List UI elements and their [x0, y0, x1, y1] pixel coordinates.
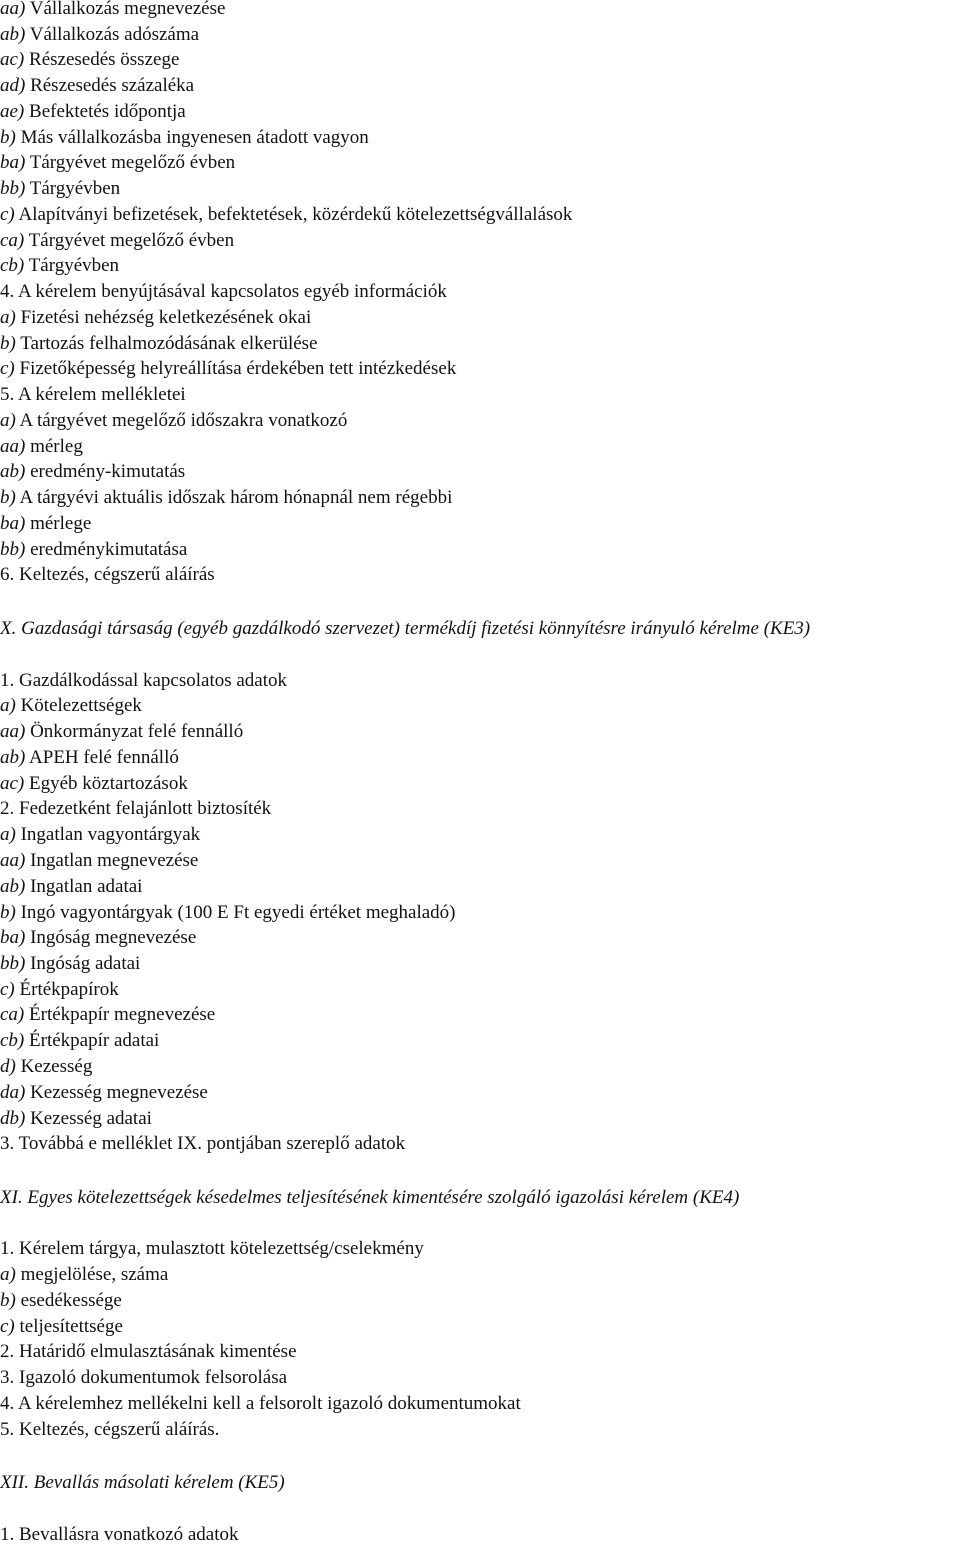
list-item: ba) mérlege [0, 513, 92, 534]
list-item: 1. Kérelem tárgya, mulasztott kötelezettség/cselekmény [0, 1238, 424, 1259]
list-item: ab) Ingatlan adatai [0, 876, 143, 897]
list-item: cb) Értékpapír adatai [0, 1030, 160, 1051]
list-item: ab) APEH felé fennálló [0, 747, 179, 768]
list-item: a) megjelölése, száma [0, 1264, 169, 1285]
list-item: c) Értékpapírok [0, 979, 119, 1000]
list-item: b) Tartozás felhalmozódásának elkerülése [0, 333, 318, 354]
section-xii-heading: XII. Bevallás másolati kérelem (KE5) [0, 1472, 285, 1493]
list-item: ad) Részesedés százaléka [0, 75, 195, 96]
list-item: 1. Gazdálkodással kapcsolatos adatok [0, 670, 288, 691]
list-item: ab) eredmény-kimutatás [0, 461, 186, 482]
list-item: ac) Egyéb köztartozások [0, 773, 188, 794]
list-item: bb) eredménykimutatása [0, 539, 188, 560]
list-item: ca) Tárgyévet megelőző évben [0, 230, 235, 251]
list-item: db) Kezesség adatai [0, 1108, 152, 1129]
list-item: bb) Tárgyévben [0, 178, 121, 199]
list-item: ca) Értékpapír megnevezése [0, 1004, 216, 1025]
list-item: aa) Ingatlan megnevezése [0, 850, 199, 871]
list-item: 5. A kérelem mellékletei [0, 384, 186, 405]
list-item: 3. Továbbá e melléklet IX. pontjában szereplő adatok [0, 1133, 406, 1154]
section-x-heading: X. Gazdasági társaság (egyéb gazdálkodó szervezet) termékdíj fizetési könnyítésre irányuló kérelme (KE3) [0, 618, 811, 639]
list-item: b) A tárgyévi aktuális időszak három hónapnál nem régebbi [0, 487, 453, 508]
list-item: 1. Bevallásra vonatkozó adatok [0, 1524, 239, 1545]
list-item: a) Kötelezettségek [0, 695, 142, 716]
list-item: b) Más vállalkozásba ingyenesen átadott vagyon [0, 127, 369, 148]
list-item: b) Ingó vagyontárgyak (100 E Ft egyedi értéket meghaladó) [0, 902, 456, 923]
list-item: da) Kezesség megnevezése [0, 1082, 208, 1103]
list-item: a) Ingatlan vagyontárgyak [0, 824, 201, 845]
list-item: 4. A kérelemhez mellékelni kell a felsorolt igazoló dokumentumokat [0, 1393, 521, 1414]
list-item: 2. Határidő elmulasztásának kimentése [0, 1341, 297, 1362]
list-item: 5. Keltezés, cégszerű aláírás. [0, 1419, 220, 1440]
list-item: ae) Befektetés időpontja [0, 101, 186, 122]
list-item: aa) mérleg [0, 436, 83, 457]
list-item: aa) Vállalkozás megnevezése [0, 0, 226, 19]
list-item: cb) Tárgyévben [0, 255, 120, 276]
list-item: aa) Önkormányzat felé fennálló [0, 721, 244, 742]
list-item: b) esedékessége [0, 1290, 122, 1311]
list-item: 2. Fedezetként felajánlott biztosíték [0, 798, 272, 819]
list-item: c) Alapítványi befizetések, befektetések, közérdekű kötelezettségvállalások [0, 204, 573, 225]
list-item: c) Fizetőképesség helyreállítása érdekében tett intézkedések [0, 358, 457, 379]
list-item: ba) Ingóság megnevezése [0, 927, 197, 948]
list-item: bb) Ingóság adatai [0, 953, 141, 974]
list-item: a) Fizetési nehézség keletkezésének okai [0, 307, 312, 328]
list-item: a) A tárgyévet megelőző időszakra vonatkozó [0, 410, 348, 431]
list-item: 3. Igazoló dokumentumok felsorolása [0, 1367, 288, 1388]
list-item: ac) Részesedés összege [0, 49, 180, 70]
section-xi-heading: XI. Egyes kötelezettségek késedelmes teljesítésének kimentésére szolgáló igazolási kérelem (KE4) [0, 1187, 740, 1208]
list-item: c) teljesítettsége [0, 1316, 123, 1337]
list-item: 4. A kérelem benyújtásával kapcsolatos egyéb információk [0, 281, 447, 302]
list-item: 6. Keltezés, cégszerű aláírás [0, 564, 215, 585]
list-item: ab) Vállalkozás adószáma [0, 24, 200, 45]
list-item: d) Kezesség [0, 1056, 93, 1077]
list-item: ba) Tárgyévet megelőző évben [0, 152, 236, 173]
